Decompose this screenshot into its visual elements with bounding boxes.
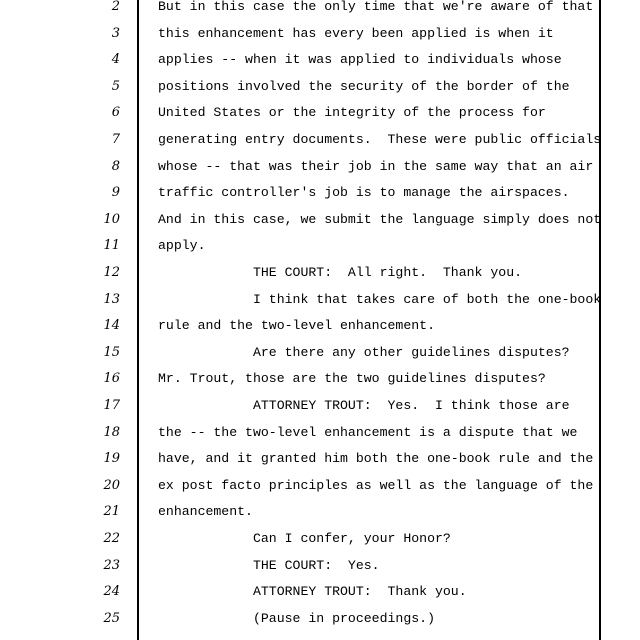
line-text: applies -- when it was applied to individuals whose [158, 52, 562, 68]
transcript-line [0, 340, 640, 366]
line-text: United States or the integrity of the process for [158, 105, 546, 121]
transcript-line [0, 47, 640, 73]
transcript-line [0, 154, 640, 180]
line-number: 24 [103, 584, 120, 600]
line-text: (Pause in proceedings.) [158, 610, 435, 626]
transcript-line [0, 180, 640, 206]
transcript-line [0, 21, 640, 47]
line-number: 3 [111, 25, 120, 41]
line-text: THE COURT: All right. Thank you. [158, 265, 523, 280]
line-text: the -- the two-level enhancement is a dispute that we [158, 424, 578, 440]
line-text: THE COURT: Yes. [158, 557, 380, 573]
transcript-line [0, 100, 640, 126]
transcript-line [0, 499, 640, 525]
line-number: 8 [111, 158, 120, 174]
line-number: 14 [103, 318, 120, 334]
transcript-line [0, 446, 640, 472]
transcript-line [0, 366, 640, 392]
line-number: 22 [103, 531, 120, 546]
line-text: ATTORNEY TROUT: Thank you. [158, 584, 467, 600]
line-number: 19 [103, 451, 120, 467]
transcript-line [0, 260, 640, 286]
transcript-line [0, 579, 640, 605]
transcript-line [0, 233, 640, 259]
transcript-line [0, 74, 640, 100]
line-text: And in this case, we submit the language simply does not [158, 211, 602, 227]
line-text: But in this case the only time that we're aware of that [158, 0, 594, 14]
line-number: 10 [103, 211, 120, 227]
line-text: traffic controller's job is to manage the airspaces. [158, 185, 570, 201]
line-number: 13 [103, 291, 120, 307]
line-number: 15 [103, 344, 120, 360]
line-text: generating entry documents. These were public officials [158, 132, 602, 147]
line-text: rule and the two-level enhancement. [158, 318, 435, 334]
line-text: positions involved the security of the border of the [158, 78, 570, 94]
line-number: 25 [103, 610, 120, 626]
line-number: 4 [111, 52, 120, 68]
line-text: I think that takes care of both the one-book [158, 291, 602, 307]
transcript-line [0, 393, 640, 419]
line-number: 16 [103, 371, 120, 387]
transcript-line [0, 287, 640, 313]
line-number: 18 [103, 424, 120, 440]
line-text: enhancement. [158, 504, 253, 520]
line-text: ATTORNEY TROUT: Yes. I think those are [158, 398, 570, 413]
transcript-line [0, 313, 640, 339]
line-number: 11 [103, 238, 120, 254]
transcript-line [0, 526, 640, 552]
line-number: 12 [103, 265, 120, 280]
line-number: 2 [111, 0, 120, 14]
line-number: 7 [111, 132, 120, 147]
line-text: whose -- that was their job in the same way that an air [158, 158, 594, 174]
transcript-line [0, 127, 640, 153]
line-text: Are there any other guidelines disputes? [158, 344, 570, 360]
transcript-line [0, 420, 640, 446]
transcript-line [0, 0, 640, 20]
transcript-line [0, 473, 640, 499]
line-text: this enhancement has every been applied is when it [158, 25, 554, 41]
line-number: 21 [103, 504, 120, 520]
line-number: 6 [111, 105, 120, 121]
line-text: Mr. Trout, those are the two guidelines disputes? [158, 371, 546, 387]
line-number: 23 [103, 557, 120, 573]
line-text: ex post facto principles as well as the language of the [158, 477, 594, 493]
line-text: Can I confer, your Honor? [158, 531, 451, 546]
line-text: have, and it granted him both the one-book rule and the [158, 451, 594, 467]
transcript-line [0, 207, 640, 233]
line-text: apply. [158, 238, 206, 254]
transcript-line [0, 606, 640, 632]
line-number: 17 [103, 398, 120, 413]
line-number: 20 [103, 477, 120, 493]
line-number: 5 [111, 78, 120, 94]
transcript-line [0, 553, 640, 579]
line-number: 9 [111, 185, 120, 201]
